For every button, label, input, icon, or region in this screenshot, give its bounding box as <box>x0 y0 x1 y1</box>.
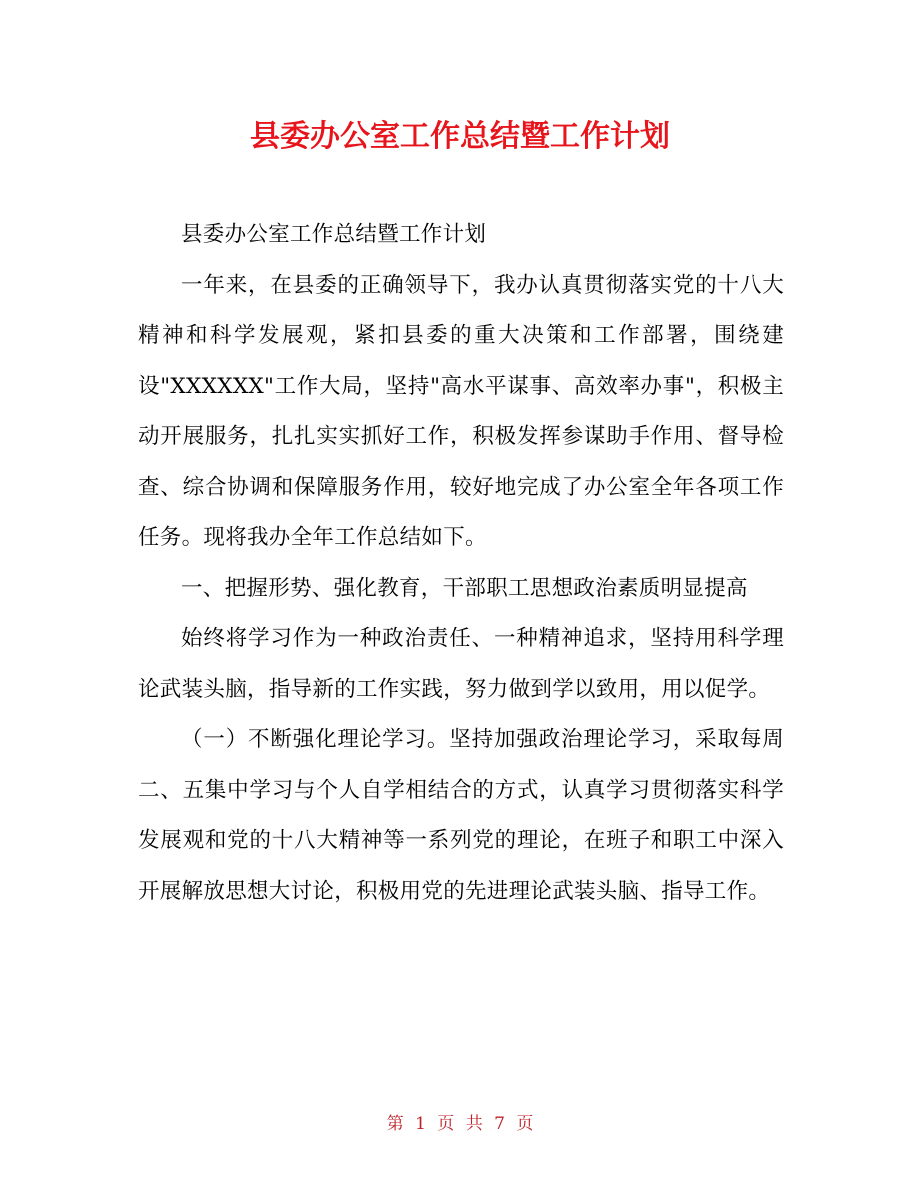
section-heading-1: 一、把握形势、强化教育，干部职工思想政治素质明显提高 <box>181 575 748 601</box>
document-body <box>138 210 784 917</box>
body-paragraph-theory: （一）不断强化理论学习。坚持加强政治理论学习，采取每周二、五集中学习与个人自学相结合的方式，认真学习贯彻落实科学发展观和党的十八大精神等一系列党的理论，在班子和职工中深入开展解放思想大讨论，积极用党的先进理论武装头脑、指导工作。 <box>138 727 784 904</box>
body-paragraph-study: 始终将学习作为一种政治责任、一种精神追求，坚持用科学理论武装头脑，指导新的工作实践，努力做到学以致用，用以促学。 <box>138 626 784 702</box>
document-title: 县委办公室工作总结暨工作计划 <box>250 119 670 154</box>
body-paragraph-heading: 县委办公室工作总结暨工作计划 <box>181 222 487 247</box>
body-paragraph-intro: 一年来，在县委的正确领导下，我办认真贯彻落实党的十八大精神和科学发展观，紧扣县委的重大决策和工作部署，围绕建设"XXXXXX"工作大局，坚持"高水平谋事、高效率办事"，积极主动开展服务，扎扎实实抓好工作，积极发挥参谋助手作用、督导检查、综合协调和保障服务作用，较好地完成了办公室全年各项工作任务。现将我办全年工作总结如下。 <box>138 272 784 550</box>
page-footer: 第 1 页 共 7 页 <box>386 1114 534 1134</box>
